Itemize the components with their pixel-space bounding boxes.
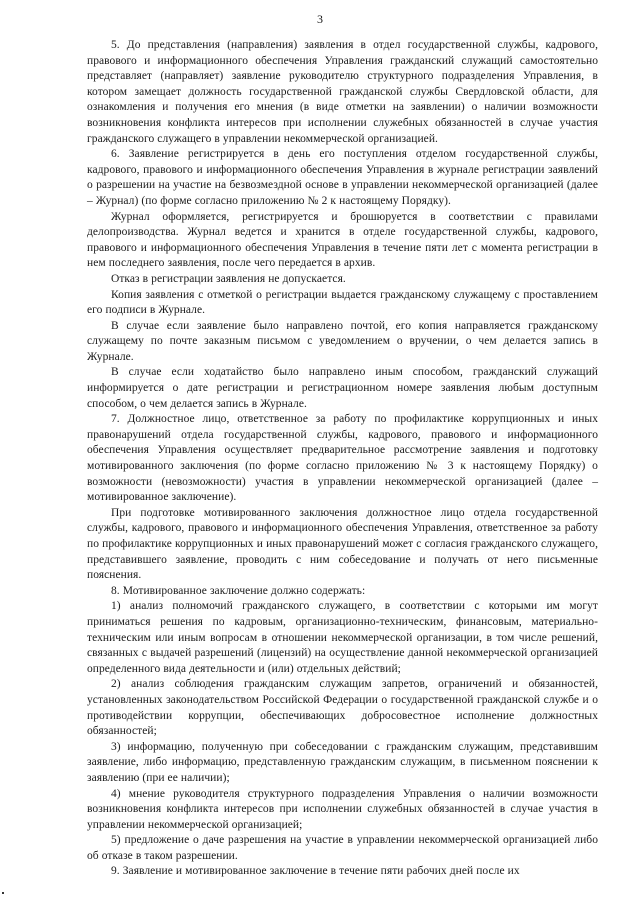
paragraph-journal: Журнал оформляется, регистрируется и брошюруется в соответствии с правилами делопроизводства. Журнал ведется и хранится в отделе государственной службы, кадрового, правового и информационного обеспечения Управления в течение пяти лет с момента регистрации в нем последнего заявления, после чего передается в архив. [87,210,598,270]
paragraph-7: 7. Должностное лицо, ответственное за работу по профилактике коррупционных и иных правонарушений отдела государственной службы, кадрового, правового и информационного обеспечения Управления осуществляет предварительное рассмотрение заявления и подготовку мотивированного заключения (по форме согласно приложению № 3 к настоящему Порядку) о возможности (невозможности) участия в управлении некоммерческой организацией (далее – мотивированное заключение). [87,413,598,504]
paragraph-6: 6. Заявление регистрируется в день его поступления отделом государственной службы, кадрового, правового и информационного обеспечения Управления в журнале регистрации заявлений о разрешении на участие на безвозмездной основе в управлении некоммерческой организацией (далее – Журнал) (по форме согласно приложению № 2 к настоящему Порядку). [87,148,598,207]
paragraph-refusal: Отказ в регистрации заявления не допускается. [111,272,346,285]
paragraph-preparation: При подготовке мотивированного заключения должностное лицо отдела государственной службы, кадрового, правового и информационного обеспечения Управления, ответственное за работу по профилактике коррупционных и иных правонарушений может с согласия гражданского служащего, представившего заявление, проводить с ним собеседование и получать от него письменные пояснения. [87,506,598,582]
list-item-3: 3) информацию, полученную при собеседовании с гражданским служащим, представившим заявление, либо информацию, представленную гражданским служащим, в письменном пояснении к заявлению (при ее наличии); [87,740,598,784]
document-body [87,38,598,880]
page-number: 3 [317,12,323,26]
paragraph-8: 8. Мотивированное заключение должно содержать: [111,584,366,597]
paragraph-5: 5. До представления (направления) заявления в отдел государственной службы, кадрового, правового и информационного обеспечения Управления гражданский служащий самостоятельно представляет (направляет) заявление руководителю структурного подразделения Управления, в котором замещает должность государственной гражданской службы Свердловской области, для ознакомления и получения его мнения (в виде отметки на заявлении) о наличии возможности возникновения конфликта интересов при исполнении служебных обязанностей в случае участия гражданского служащего в управлении некоммерческой организацией. [87,39,598,145]
list-item-5: 5) предложение о даче разрешения на участие в управлении некоммерческой организацией либо об отказе в таком разрешении. [87,834,598,862]
paragraph-9: 9. Заявление и мотивированное заключение в течение пяти рабочих дней после их [111,865,520,878]
list-item-4: 4) мнение руководителя структурного подразделения Управления о наличии возможности возникновения конфликта интересов при исполнении служебных обязанностей в случае участия в управлении некоммерческой организацией; [87,787,598,831]
scan-artifact [2,892,4,894]
list-item-1: 1) анализ полномочий гражданского служащего, в соответствии с которыми им могут приниматься решения по кадровым, организационно-техническим, финансовым, материально-техническим или иным вопросам в отношении некоммерческой организации, в том числе решений, связанных с выдачей разрешений (лицензий) на осуществление данной некоммерческой организацией определенного вида деятельности и (или) отдельных действий; [87,600,598,675]
paragraph-post: В случае если заявление было направлено почтой, его копия направляется гражданскому служащему по почте заказным письмом с уведомлением о вручении, о чем делается запись в Журнале. [87,319,598,363]
list-item-2: 2) анализ соблюдения гражданским служащим запретов, ограничений и обязанностей, установленных законодательством Российской Федерации о государственной гражданской службе и о противодействии коррупции, обеспечивающих добросовестное исполнение должностных обязанностей; [87,678,598,738]
paragraph-other-method: В случае если ходатайство было направлено иным способом, гражданский служащий информируется о дате регистрации и регистрационном номере заявления любым доступным способом, о чем делается запись в Журнале. [87,366,598,410]
paragraph-copy: Копия заявления с отметкой о регистрации выдается гражданскому служащему с проставлением его подписи в Журнале. [87,288,598,317]
